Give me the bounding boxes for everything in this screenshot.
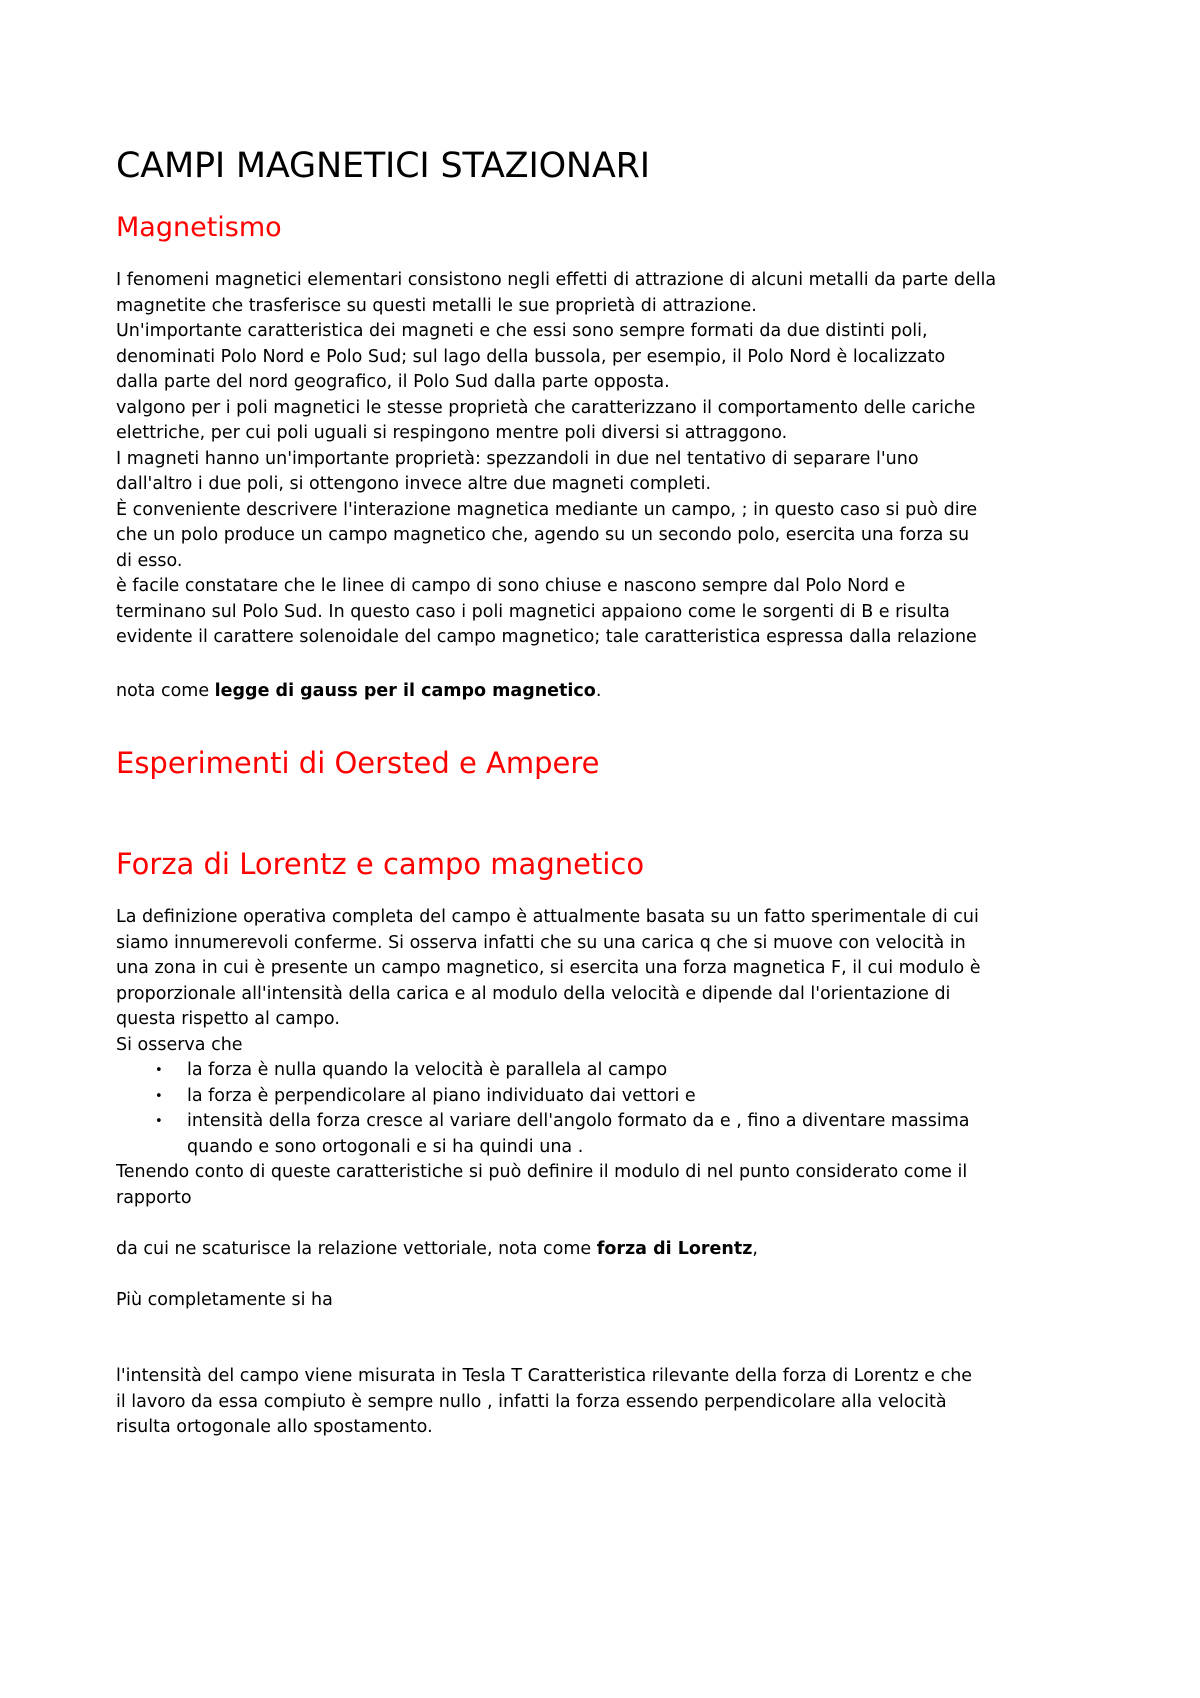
text-line: questa rispetto al campo. [116, 1009, 340, 1029]
bullet-icon: • [155, 1088, 163, 1104]
text-line: La definizione operativa completa del campo è attualmente basata su un fatto sperimentale di cui [116, 907, 979, 927]
gauss-prefix: nota come [116, 681, 215, 701]
text-line: l'intensità del campo viene misurata in Tesla T Caratteristica rilevante della forza di Lorentz e che [116, 1366, 973, 1386]
heading-oersted-ampere: Esperimenti di Oersted e Ampere [116, 746, 600, 780]
text-line: Un'importante caratteristica dei magneti e che essi sono sempre formati da due distinti poli, [116, 321, 928, 341]
text-line: magnetite che trasferisce su questi metalli le sue proprietà di attrazione. [116, 295, 757, 316]
list-item-text: la forza è perpendicolare al piano individuato dai vettori e [187, 1085, 696, 1106]
paragraph-lorentz-ratio [116, 1160, 967, 1211]
lorentz-force-sentence [116, 1237, 758, 1263]
heading-lorentz: Forza di Lorentz e campo magnetico [116, 847, 645, 881]
text-line: una zona in cui è presente un campo magnetico, si esercita una forza magnetica F, il cui modulo è [116, 958, 981, 978]
bullet-icon: • [155, 1114, 163, 1129]
paragraph-lorentz-intro [116, 905, 980, 1058]
paragraph-tesla [116, 1364, 972, 1441]
list-item-text: intensità della forza cresce al variare dell'angolo formato da e , fino a diventare massima [187, 1111, 970, 1131]
gauss-suffix: . [595, 681, 602, 701]
text-line: terminano sul Polo Sud. In questo caso i poli magnetici appaiono come le sorgenti di B e risulta [116, 601, 950, 622]
list-item [116, 1058, 970, 1084]
text-line: valgono per i poli magnetici le stesse proprietà che caratterizzano il comportamento delle cariche [116, 397, 976, 418]
text-line: che un polo produce un campo magnetico che, agendo su un secondo polo, esercita una forza su [116, 525, 970, 545]
heading-magnetismo: Magnetismo [116, 212, 282, 243]
text-line: proporzionale all'intensità della carica e al modulo della velocità e dipende dal l'orientazione di [116, 983, 951, 1004]
text-line: Tenendo conto di queste caratteristiche si può definire il modulo di nel punto considerato come il [116, 1162, 968, 1182]
text-line: I fenomeni magnetici elementari consistono negli effetti di attrazione di alcuni metalli da parte della [116, 270, 997, 290]
text-line: risulta ortogonale allo spostamento. [116, 1417, 433, 1437]
text-line: siamo innumerevoli conferme. Si osserva infatti che su una carica q che si muove con velocità in [116, 932, 966, 953]
bullet-icon: • [155, 1063, 163, 1078]
vector-suffix: , [752, 1239, 758, 1259]
text-line: È conveniente descrivere l'interazione magnetica mediante un campo, ; in questo caso si può dire [116, 499, 978, 520]
gauss-law-term: legge di gauss per il campo magnetico [214, 681, 596, 701]
text-line: I magneti hanno un'importante proprietà: spezzandoli in due nel tentativo di separare l'uno [116, 448, 919, 469]
lorentz-force-term: forza di Lorentz [596, 1239, 753, 1259]
text-line: rapporto [116, 1187, 192, 1208]
list-item [116, 1109, 970, 1160]
text-line: denominati Polo Nord e Polo Sud; sul lago della bussola, per esempio, il Polo Nord è localizzato [116, 346, 946, 367]
bullet-list [116, 1058, 970, 1160]
text-line: di esso. [116, 550, 183, 571]
text-line: dall'altro i due poli, si ottengono invece altre due magneti completi. [116, 474, 712, 494]
text-line: Si osserva che [116, 1034, 243, 1055]
list-item-text: la forza è nulla quando la velocità è parallela al campo [187, 1060, 668, 1080]
text-line: elettriche, per cui poli uguali si respingono mentre poli diversi si attraggono. [116, 423, 788, 443]
text-line: dalla parte del nord geografico, il Polo Sud dalla parte opposta. [116, 372, 670, 392]
complete-sentence: Più completamente si ha [116, 1290, 333, 1310]
list-item [116, 1084, 970, 1110]
vector-prefix: da cui ne scaturisce la relazione vettoriale, nota come [116, 1239, 597, 1259]
document-title: CAMPI MAGNETICI STAZIONARI [116, 146, 650, 186]
list-item-text: quando e sono ortogonali e si ha quindi una . [187, 1136, 584, 1157]
gauss-law-sentence [116, 679, 601, 705]
text-line: è facile constatare che le linee di campo di sono chiuse e nascono sempre dal Polo Nord e [116, 576, 906, 596]
text-line: evidente il carattere solenoidale del campo magnetico; tale caratteristica espressa dalla relazione [116, 627, 977, 647]
text-line: il lavoro da essa compiuto è sempre nullo , infatti la forza essendo perpendicolare alla velocità [116, 1391, 947, 1412]
paragraph-magnetismo [116, 268, 996, 651]
